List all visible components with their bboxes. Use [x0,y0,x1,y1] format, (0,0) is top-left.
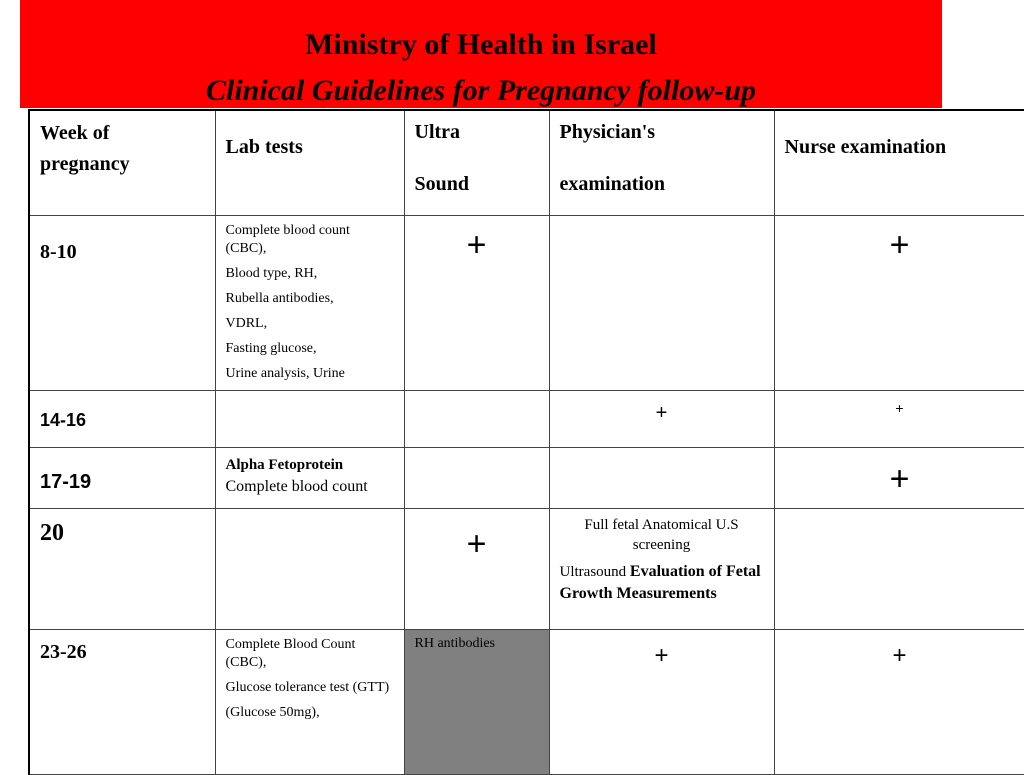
physician-evaluation-bold: Evaluation of Fetal Growth Measurements [560,563,761,602]
table-row [29,390,1024,447]
rh-antibodies-text: RH antibodies [405,630,549,652]
lab-tests-cell [216,448,404,498]
lab-tests-cell-empty [215,508,404,629]
nurse-plus: + [775,448,1024,496]
physician-ultrasound-prefix: Ultrasound [560,564,627,580]
table-header-row [29,110,1024,215]
lab-tests-cell-empty [215,390,404,447]
physician-plus: + [550,630,774,668]
nurse-plus: + [775,391,1024,415]
lab-item: Complete Blood Count (CBC), [226,636,394,672]
ultrasound-cell-shaded [404,629,549,774]
page-title: Ministry of Health in Israel [20,28,942,62]
lab-item: (Glucose 50mg), [226,704,394,722]
week-cell: 23-26 [30,630,215,664]
table-row [29,508,1024,629]
lab-tests-cell [216,216,404,383]
ultrasound-cell-empty [404,447,549,508]
header-physician-line2: examination [560,169,764,199]
week-cell: 14-16 [30,391,215,432]
physician-cell-empty [549,215,774,390]
nurse-plus: + [775,216,1024,262]
lab-item: Fasting glucose, [226,340,394,358]
header-nurse-label: Nurse examination [775,111,1024,163]
guidelines-table [28,109,1024,775]
table-row [29,629,1024,774]
header-lab-tests [215,110,404,215]
table-row [29,215,1024,390]
week-cell: 8-10 [30,216,215,264]
lab-item-bold: Alpha Fetoprotein [226,457,344,473]
header-week [29,110,215,215]
physician-screening-text: Full fetal Anatomical U.S screening [560,515,764,555]
ultrasound-plus: + [405,216,549,262]
nurse-plus: + [775,630,1024,668]
week-cell: 20 [30,509,215,545]
lab-item: Complete blood count [226,478,368,495]
header-ultrasound [404,110,549,215]
lab-item: Urine analysis, Urine [226,365,394,383]
lab-item: Rubella antibodies, [226,290,394,308]
header-week-line1: Week of [40,122,109,144]
lab-item: Glucose tolerance test (GTT) [226,679,394,697]
title-banner [20,0,942,108]
lab-tests-cell [216,630,404,722]
lab-item: Complete blood count (CBC), [226,222,394,258]
ultrasound-cell-empty [404,390,549,447]
physician-evaluation-text [560,561,764,605]
header-ultra-line2: Sound [415,169,539,199]
nurse-cell-empty [774,508,1024,629]
ultrasound-plus: + [405,509,549,561]
header-lab-label: Lab tests [216,111,404,163]
header-physician-line1: Physician's [560,117,764,147]
physician-cell-empty [549,447,774,508]
table-row [29,447,1024,508]
header-week-line2: pregnancy [40,153,130,175]
physician-plus: + [550,391,774,423]
header-ultra-line1: Ultra [415,117,539,147]
header-physician [549,110,774,215]
week-cell: 17-19 [30,448,215,494]
lab-item: VDRL, [226,315,394,333]
physician-cell [550,509,774,605]
page-subtitle: Clinical Guidelines for Pregnancy follow-up [20,74,942,108]
header-nurse [774,110,1024,215]
lab-item: Blood type, RH, [226,265,394,283]
